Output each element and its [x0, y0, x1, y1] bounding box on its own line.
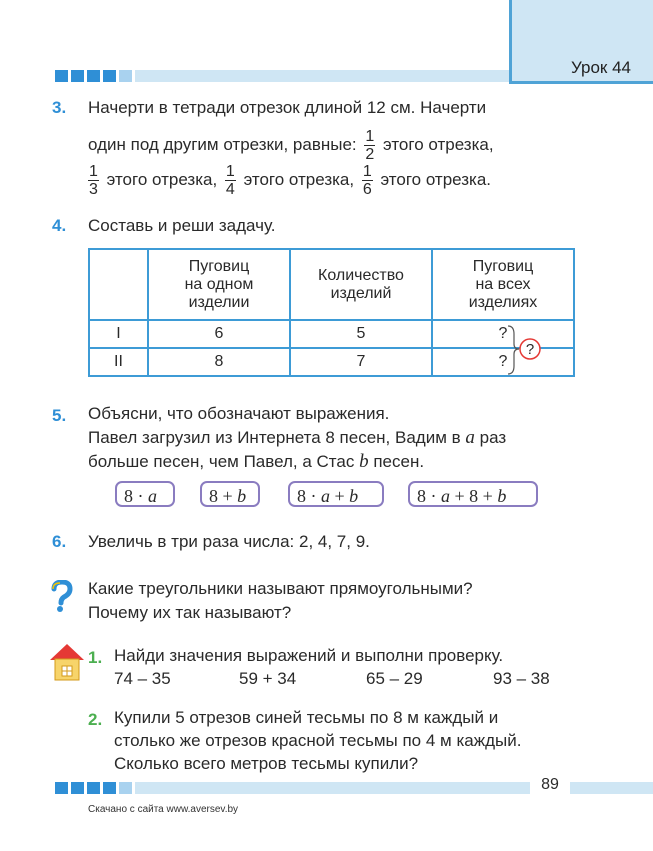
table-cell: ?: [432, 348, 574, 376]
task-4-text: Составь и реши задачу.: [88, 216, 276, 235]
table-cell: 8: [148, 348, 290, 376]
home-task-2-number: 2.: [88, 710, 103, 729]
expression-card: 8 · a + 8 + b: [408, 481, 538, 507]
question-line1: Какие треугольники называют прямоугольными?: [88, 579, 473, 598]
total-question-mark: ?: [525, 341, 535, 358]
download-credit: Скачано с сайта www.aversev.by: [88, 804, 239, 815]
task-4-table: [88, 248, 575, 377]
task-3-line2: один под другим отрезки, равные: $\frac{1}{2}$ этого отрезка,: [88, 128, 494, 164]
task-4-number: 4.: [52, 216, 67, 235]
home-task-1-expr: 65 – 29: [366, 669, 423, 688]
fraction-1-6: $\frac{1}{6}$: [362, 163, 372, 199]
table-header-cell: Пуговиц на всех изделиях: [432, 249, 574, 320]
question-line2: Почему их так называют?: [88, 603, 292, 622]
table-row: [89, 348, 574, 376]
home-task-2-line1: Купили 5 отрезов синей тесьмы по 8 м каждый и: [114, 708, 499, 727]
table-row-label: I: [89, 320, 148, 348]
task-3-line3: $\frac{1}{3}$ этого отрезка, $\frac{1}{4}$ этого отрезка, $\frac{1}{6}$ этого отрезка.: [89, 163, 492, 199]
table-cell: 6: [148, 320, 290, 348]
table-header-cell: Количество изделий: [290, 249, 432, 320]
table-cell: 7: [290, 348, 432, 376]
table-cell: ?: [432, 320, 574, 348]
expression-card: 8 · a + b: [288, 481, 384, 507]
expression-card: 8 + b: [200, 481, 260, 507]
task-3-number: 3.: [52, 98, 67, 117]
lesson-title: Урок 44: [570, 58, 631, 77]
task-3-line1: Начерти в тетради отрезок длиной 12 см. Начерти: [88, 98, 487, 117]
table-header-cell: Пуговиц на одном изделии: [148, 249, 290, 320]
task-5-number: 5.: [52, 406, 67, 425]
page-number: 89: [530, 776, 570, 794]
fraction-1-2: $\frac{1}{2}$: [365, 128, 375, 164]
task-5-line2: Павел загрузил из Интернета 8 песен, Вадим в a раз: [88, 427, 507, 448]
question-icon: [48, 580, 76, 612]
task-5-line1: Объясни, что обозначают выражения.: [88, 404, 390, 423]
task-6-text: Увеличь в три раза числа: 2, 4, 7, 9.: [88, 532, 370, 551]
home-task-2-line2: столько же отрезов красной тесьмы по 4 м каждый.: [114, 731, 522, 750]
top-decor-strip: [55, 70, 509, 82]
home-task-1-number: 1.: [88, 648, 103, 667]
fraction-1-4: $\frac{1}{4}$: [225, 163, 235, 199]
lesson-header-box: [509, 0, 653, 84]
home-task-1-expr: 59 + 34: [239, 669, 297, 688]
home-task-1-expr: 74 – 35: [114, 669, 171, 688]
house-icon: [48, 642, 86, 682]
task-6-number: 6.: [52, 532, 67, 551]
table-row-label: II: [89, 348, 148, 376]
task-5-line3: больше песен, чем Павел, а Стас b песен.: [88, 451, 425, 472]
fraction-1-3: $\frac{1}{3}$: [89, 163, 98, 199]
table-header-row: [89, 249, 574, 320]
home-task-1-expr: 93 – 38: [493, 669, 550, 688]
home-task-2-line3: Сколько всего метров тесьмы купили?: [114, 754, 419, 773]
expression-card: 8 · a: [115, 481, 175, 507]
home-task-1-text: Найди значения выражений и выполни проверку.: [114, 646, 504, 665]
table-corner-cell: [89, 249, 148, 320]
table-cell: 5: [290, 320, 432, 348]
table-row: [89, 320, 574, 348]
